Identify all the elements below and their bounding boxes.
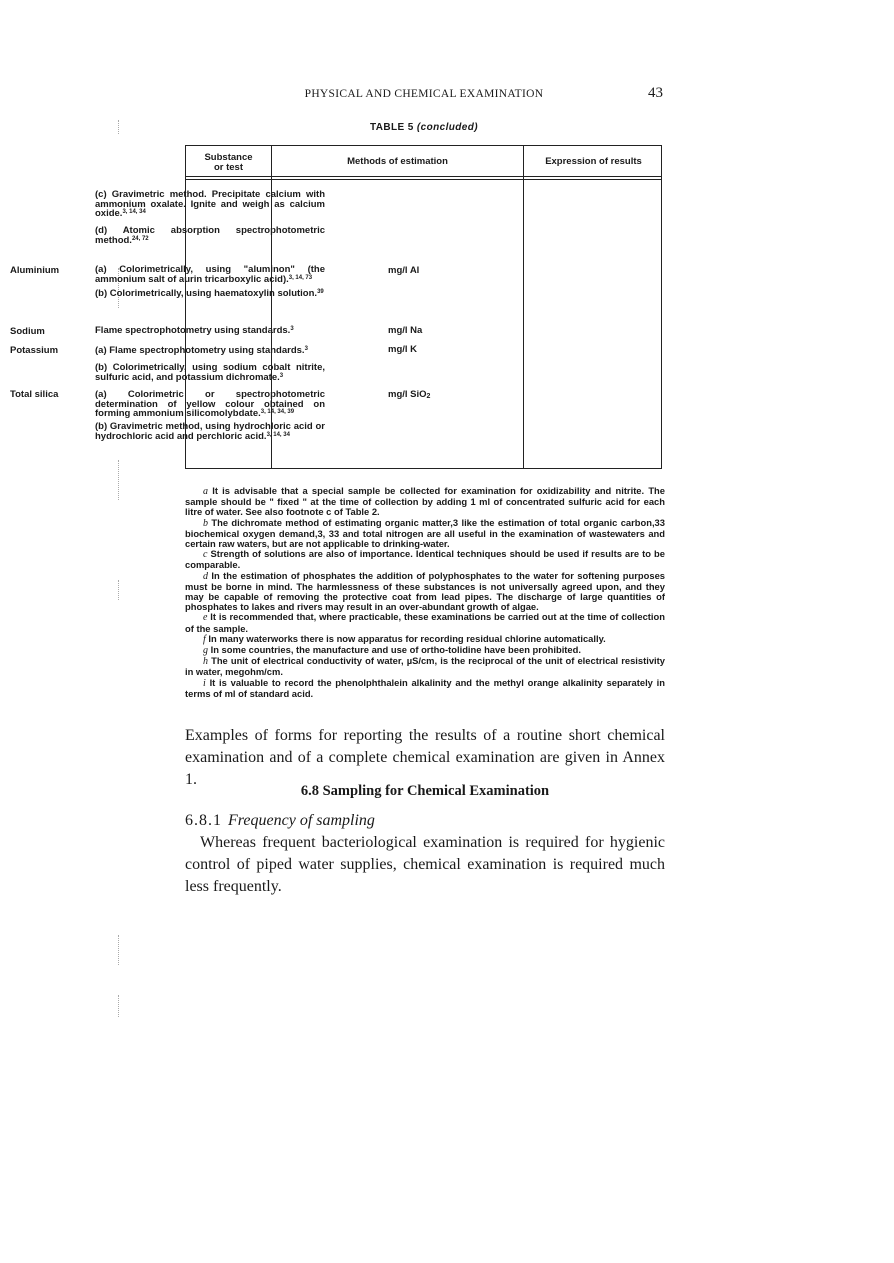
running-title: PHYSICAL AND CHEMICAL EXAMINATION — [304, 88, 544, 100]
table-caption-label: TABLE 5 — [370, 122, 414, 133]
substance-name: Sodium — [10, 326, 45, 337]
expression-value: mg/l Al — [388, 265, 420, 276]
expression-value: mg/l SiO$_2$ — [388, 389, 431, 400]
method-entry: (a) Colorimetrically, using "aluminon" (the ammonium salt of aurin tricarboxylic acid).$^{3, 14, 73}$ — [95, 264, 325, 285]
subsection-title: Frequency of sampling — [228, 812, 375, 829]
method-entry: (b) Colorimetrically, using haematoxylin solution.$^{39}$ — [95, 288, 324, 299]
margin-mark — [118, 460, 119, 500]
footnote: c Strength of solutions are also of importance. Identical techniques should be used if results are to be comparable. — [185, 548, 665, 571]
footnote: i It is valuable to record the phenolphthalein alkalinity and the methyl orange alkalinity separately in terms of ml of standard acid. — [185, 676, 665, 699]
method-entry: (a) Colorimetric or spectrophotometric determination of yellow colour obtained on forming ammonium silicomolybdate.$^{3, 14, 34, 39}$ — [95, 389, 325, 419]
page-number: 43 — [648, 85, 663, 101]
column-header-expression: Expression of results — [545, 156, 642, 167]
method-entry: Flame spectrophotometry using standards.$^3$ — [95, 325, 294, 336]
section-heading: 6.8 Sampling for Chemical Examination — [300, 783, 550, 799]
subsection-number: 6.8.1 — [185, 812, 222, 829]
header-rule — [186, 176, 661, 177]
footnote: d In the estimation of phosphates the addition of polyphosphates to the water for softening purposes must be borne in mind. The harmlessness of these substances is not universally agreed upon, and they may be capable of removing the protective coat from lead pipes. The discharge of large quantities of phosphates to lakes and rivers may result in an over-abundant growth of algae. — [185, 569, 665, 613]
method-entry: (b) Colorimetrically, using sodium cobalt nitrite, sulfuric acid, and potassium dichromate.$^3$ — [95, 362, 325, 383]
column-header-methods: Methods of estimation — [347, 156, 448, 167]
column-divider — [523, 146, 524, 468]
footnote: b The dichromate method of estimating organic matter,3 like the estimation of total organic carbon,33 biochemical oxygen demand,3, 33 and total nitrogen are all useful in the examination of wastewaters and certain raw waters, but are not applicable to drinking-water. — [185, 516, 665, 550]
margin-mark — [118, 120, 119, 134]
method-entry: (c) Gravimetric method. Precipitate calcium with ammonium oxalate. Ignite and weigh as calcium oxide.$^{3, 14, 34}$ — [95, 189, 325, 219]
footnote: h The unit of electrical conductivity of water, µS/cm, is the reciprocal of the unit of electrical resistivity in water, megohm/cm. — [185, 655, 665, 678]
header-rule — [186, 179, 661, 180]
body-paragraph: Examples of forms for reporting the results of a routine short chemical examination and of a complete chemical examination are given in Annex 1. — [185, 727, 665, 788]
running-head — [185, 87, 663, 107]
method-entry: (a) Flame spectrophotometry using standards.$^3$ — [95, 345, 308, 356]
footnote: f In many waterworks there is now apparatus for recording residual chlorine automatically. — [203, 632, 606, 645]
column-header-substance: Substance or test — [204, 152, 253, 173]
footnote: a It is advisable that a special sample be collected for examination for oxidizability and nitrite. The sample should be " fixed " at the time of collection by adding 1 ml of concentrated sulfuric acid for each litre of water. See also footnote c of Table 2. — [185, 485, 666, 518]
footnotes — [185, 486, 665, 699]
footnote: g In some countries, the manufacture and use of ortho-tolidine have been prohibited. — [203, 644, 581, 657]
margin-mark — [118, 995, 119, 1017]
expression-value: mg/l Na — [388, 325, 423, 336]
substance-name: Aluminium — [10, 265, 60, 276]
body-paragraph: Whereas frequent bacteriological examination is required for hygienic control of piped water supplies, chemical examination is required much less frequently. — [185, 834, 665, 895]
expression-value: mg/l K — [388, 344, 418, 355]
method-entry: (b) Gravimetric method, using hydrochloric acid or hydrochloric acid and perchloric acid.$^{3, 14, 34}$ — [95, 421, 325, 442]
footnote: e It is recommended that, where practicable, these examinations be carried out at the time of collection of the sample. — [185, 611, 665, 634]
margin-mark — [118, 580, 119, 600]
table-caption — [185, 122, 663, 133]
table-caption-note: (concluded) — [416, 122, 478, 133]
subsection-heading — [185, 812, 665, 830]
substance-name: Total silica — [10, 389, 59, 400]
substance-name: Potassium — [10, 345, 59, 356]
method-entry: (d) Atomic absorption spectrophotometric method.$^{24, 72}$ — [95, 225, 325, 246]
margin-mark — [118, 935, 119, 965]
